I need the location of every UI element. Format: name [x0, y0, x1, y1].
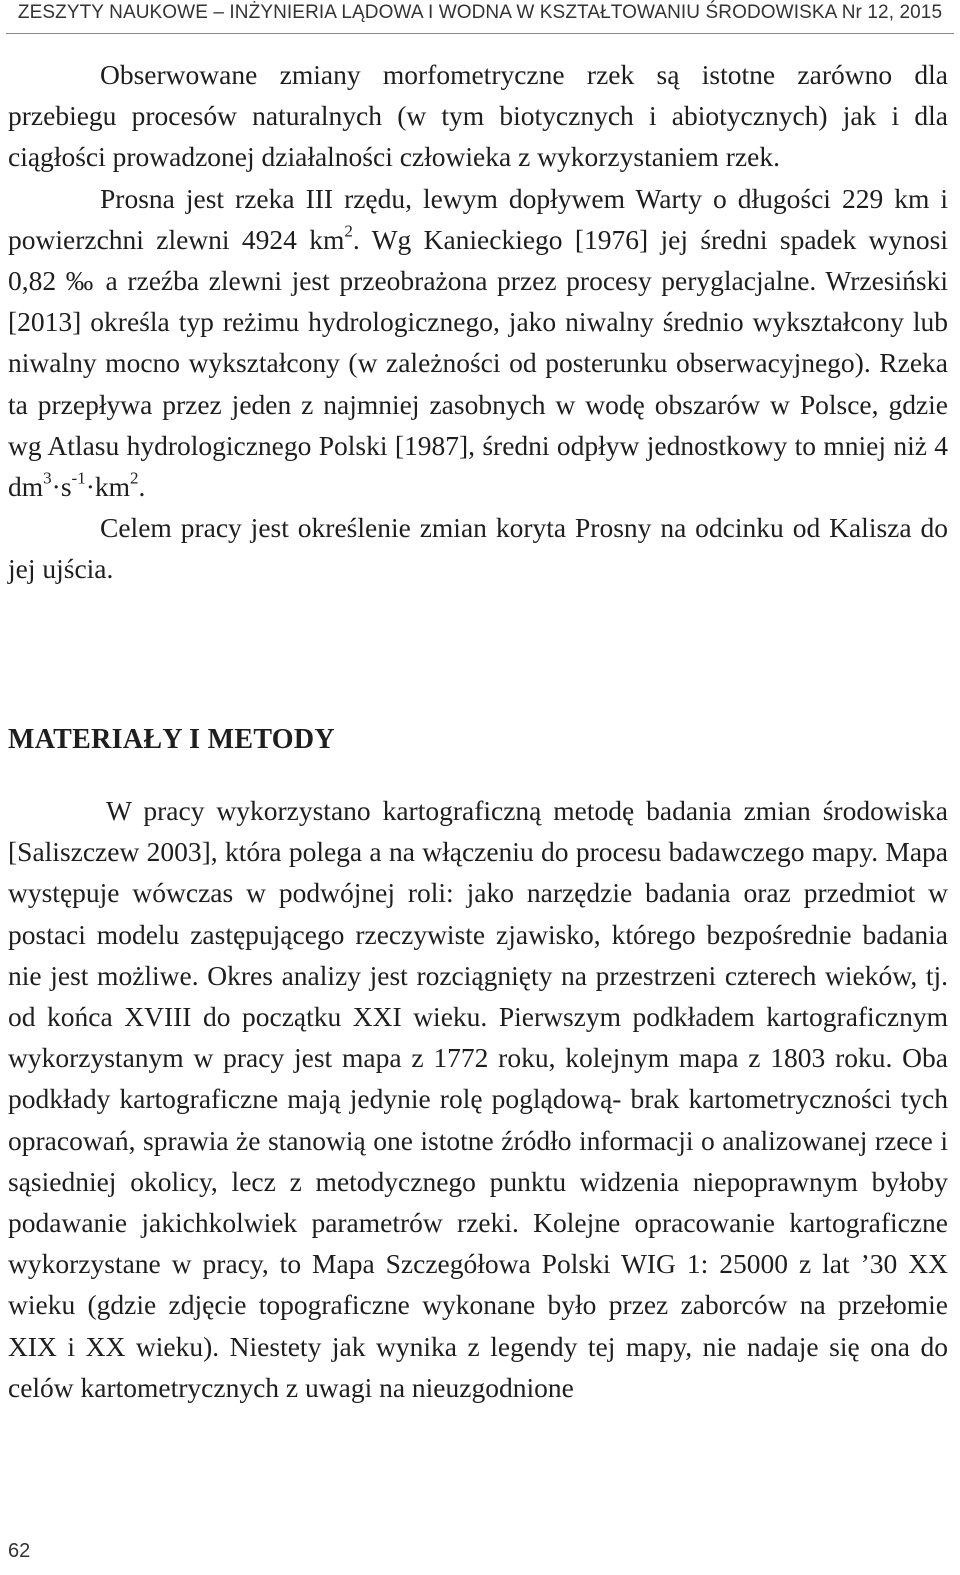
- header-divider: [6, 33, 954, 34]
- superscript: 2: [130, 468, 139, 488]
- superscript: -1: [71, 468, 86, 488]
- paragraph-intro-3: Celem pracy jest określenie zmian koryta Prosny na odcinku od Kalisza do jej ujścia.: [8, 512, 948, 585]
- unit-text: km: [94, 471, 131, 503]
- unit-separator: ·: [85, 471, 95, 503]
- text-run: Prosna jest rzeka III rzędu, lewym dopływem Warty o długości 229 km i powierzchni zlewni 4924 km: [8, 182, 948, 255]
- introduction-section: [8, 54, 948, 590]
- methods-section: [8, 790, 948, 1408]
- text-run: . Wg Kanieckiego [1976] jej średni spadek wynosi 0,82 ‰ a rzeźba zlewni jest przeobrażona przez procesy peryglacjalne. Wrzesiński [2013] określa typ reżimu hydrologicznego, jako niwalny średnio wykształcony lub niwalny mocno wykształcony (w zależności od posterunku obserwacyjnego). Rzeka ta przepływa przez jeden z najmniej zasobnych w wodę obszarów w Polsce, gdzie wg Atlasu hydrologicznego Polski [1987], średni odpływ jednostkowy to mniej niż 4 dm: [8, 223, 949, 503]
- superscript: 3: [43, 468, 52, 488]
- section-heading: MATERIAŁY I METODY: [8, 724, 335, 755]
- page-number: 62: [8, 1540, 31, 1562]
- unit-text: s: [60, 471, 72, 503]
- paragraph-intro-2: [8, 178, 948, 508]
- text-run: .: [138, 471, 146, 503]
- unit-separator: ·: [51, 471, 61, 503]
- superscript: 2: [344, 221, 353, 241]
- paragraph-methods-1: W pracy wykorzystano kartograficzną metodę badania zmian środowiska [Saliszczew 2003], która polega a na włączeniu do procesu badawczego mapy. Mapa występuje wówczas w podwójnej roli: jako narzędzie badania oraz przedmiot w postaci modelu zastępującego rzeczywiste zjawisko, którego bezpośrednie badania nie jest możliwe. Okres analizy jest rozciągnięty na przestrzeni czterech wieków, tj. od końca XVIII do początku XXI wieku. Pierwszym podkładem kartograficznym wykorzystanym w pracy jest mapa z 1772 roku, kolejnym mapa z 1803 roku. Oba podkłady kartograficzne mają jedynie rolę poglądową- brak kartometryczności tych opracowań, sprawia że stanowią one istotne źródło informacji o analizowanej rzece i sąsiedniej okolicy, lecz z metodycznego punktu widzenia niepoprawnym byłoby podawanie jakichkolwiek parametrów rzeki. Kolejne opracowanie kartograficzne wykorzystane w pracy, to Mapa Szczegółowa Polski WIG 1: 25000 z lat ’30 XX wieku (gdzie zdjęcie topograficzne wykonane było przez zaborców na przełomie XIX i XX wieku). Niestety jak wynika z legendy tej mapy, nie nadaje się ona do celów kartometrycznych z uwagi na nieuzgodnione: [8, 795, 948, 1403]
- running-header: ZESZYTY NAUKOWE – INŻYNIERIA LĄDOWA I WODNA W KSZTAŁTOWANIU ŚRODOWISKA Nr 12, 2015: [17, 2, 943, 23]
- paragraph-intro-1: Obserwowane zmiany morfometryczne rzek są istotne zarówno dla przebiegu procesów naturalnych (w tym biotycznych i abiotycznych) jak i dla ciągłości prowadzonej działalności człowieka z wykorzystaniem rzek.: [8, 59, 948, 173]
